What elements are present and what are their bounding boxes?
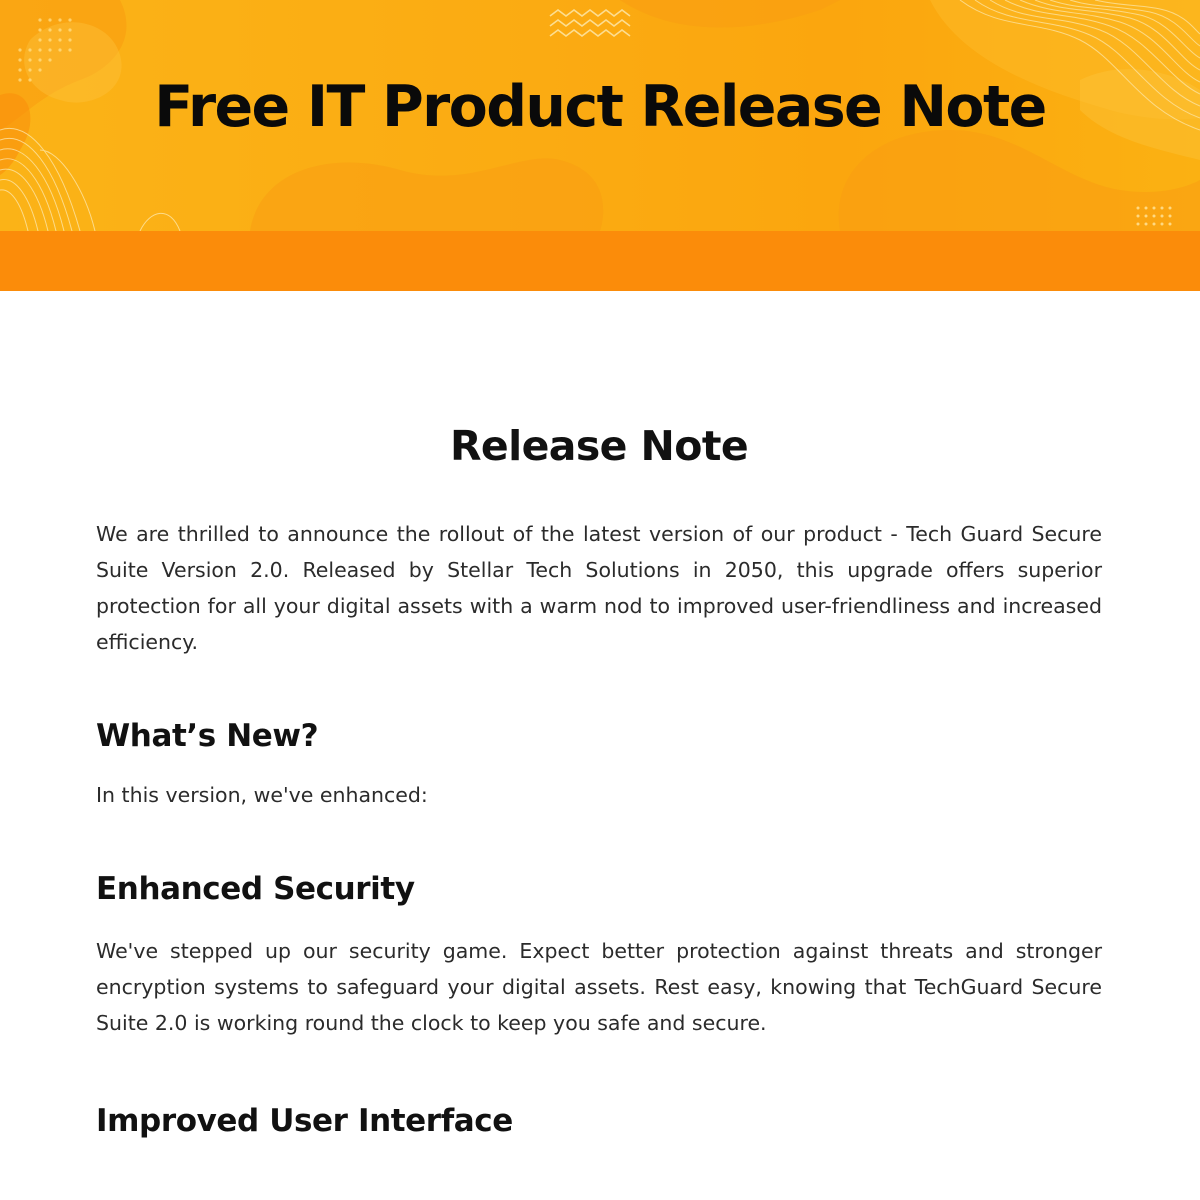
section-body-whats-new: In this version, we've enhanced: <box>96 783 428 807</box>
section-heading-enhanced-security: Enhanced Security <box>96 871 415 907</box>
section-body-enhanced-security: We've stepped up our security game. Expect better protection against threats and stronger encryption systems to safeguard your digital assets. Rest easy, knowing that TechGuard Secure Suite 2.0 is working round the clock to keep you safe and secure. <box>96 939 1102 1035</box>
header-banner <box>0 0 1200 231</box>
intro-paragraph: We are thrilled to announce the rollout of the latest version of our product - Tech Guard Secure Suite Version 2.0. Released by Stellar Tech Solutions in 2050, this upgrade offers superior protection for all your digital assets with a warm nod to improved user-friendliness and increased efficiency. <box>96 522 1102 654</box>
release-note-body <box>96 291 1102 1142</box>
banner-strip <box>0 231 1200 291</box>
page-title: Free IT Product Release Note <box>154 74 1046 140</box>
section-heading-whats-new: What’s New? <box>96 718 319 754</box>
section-heading-improved-ui: Improved User Interface <box>96 1103 513 1139</box>
document-title: Release Note <box>449 422 749 470</box>
